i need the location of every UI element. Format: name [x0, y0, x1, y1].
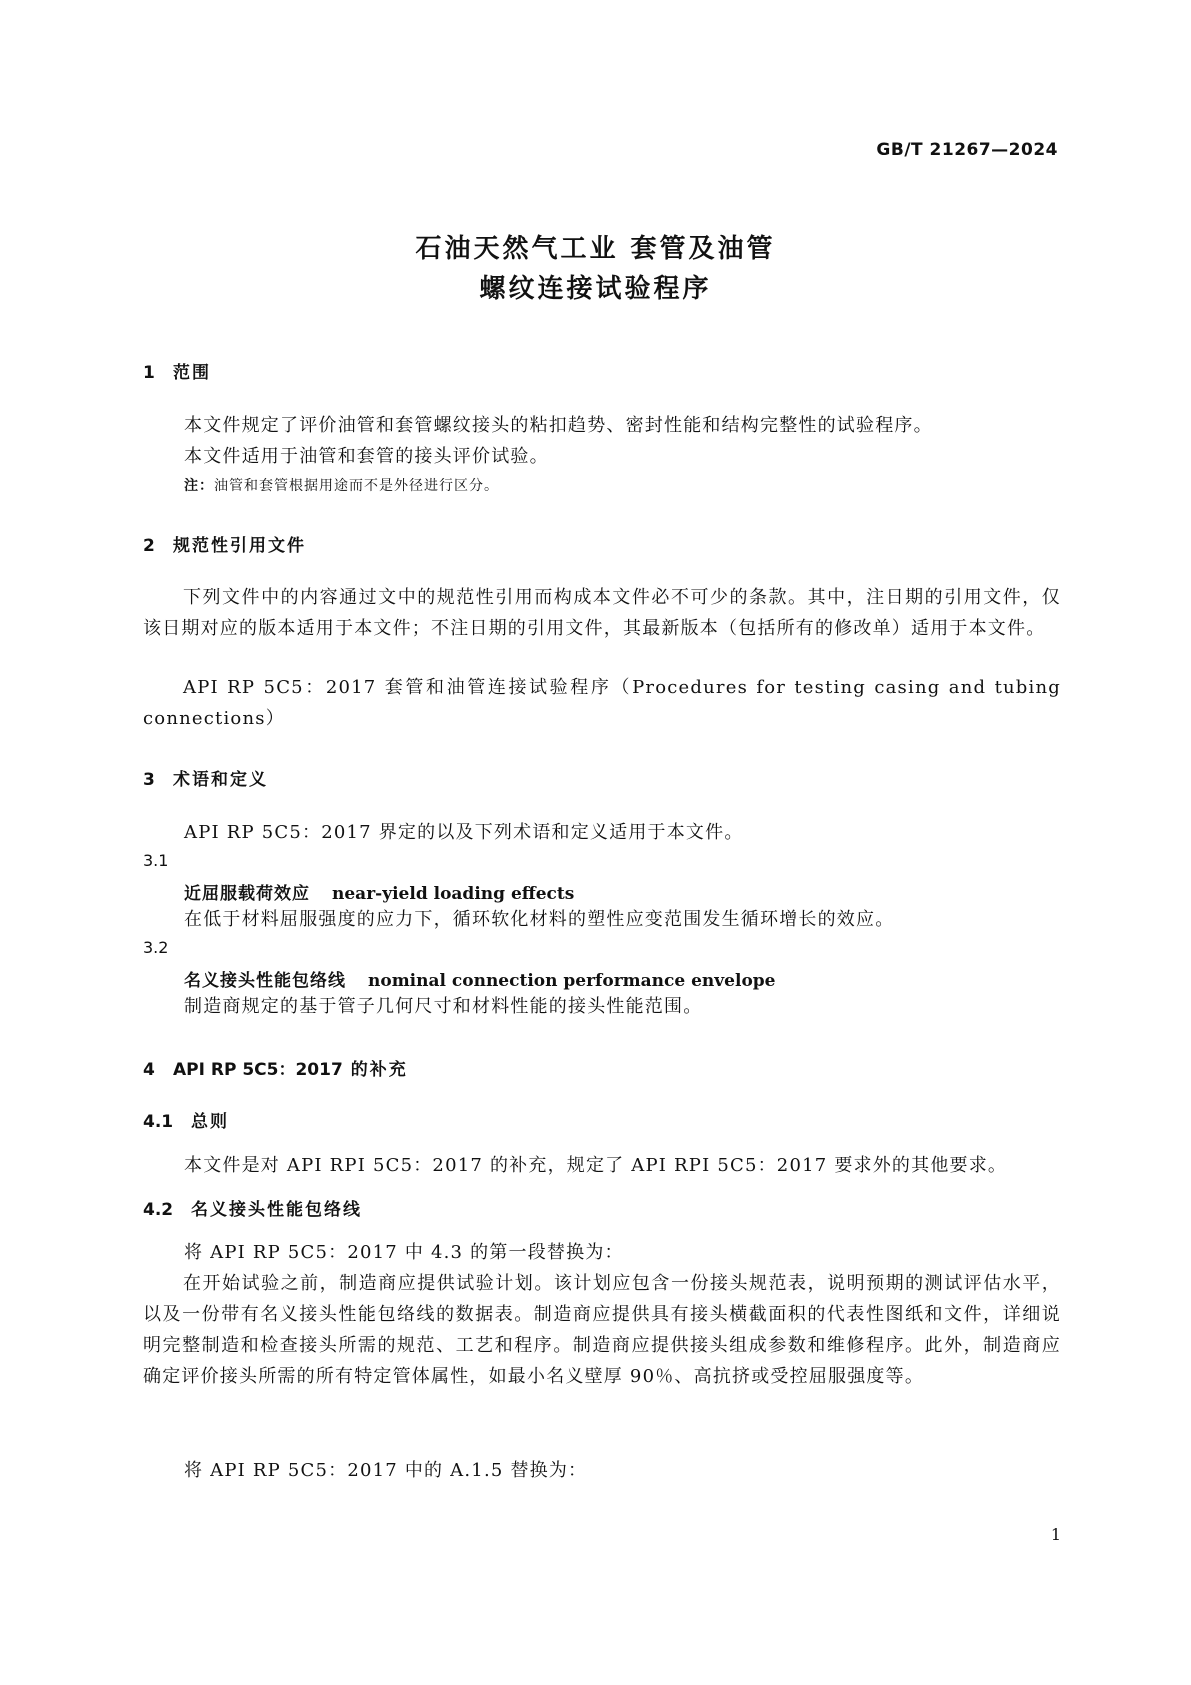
term-3-2-definition: 制造商规定的基于管子几何尺寸和材料性能的接头性能范围。	[184, 996, 703, 1017]
section-4-2-paragraph-1: 将 API RP 5C5：2017 中 4.3 的第一段替换为：	[184, 1242, 624, 1263]
section-title: 规范性引用文件	[173, 536, 306, 556]
section-number: 1	[143, 363, 155, 383]
section-4-heading	[143, 1055, 408, 1080]
section-1-heading	[143, 358, 211, 383]
section-4-1-heading	[143, 1107, 229, 1132]
section-4-2-paragraph-2: 在开始试验之前，制造商应提供试验计划。该计划应包含一份接头规范表，说明预期的测试评估水平，以及一份带有名义接头性能包络线的数据表。制造商应提供具有接头横截面积的代表性图纸和文件，详细说明完整制造和检查接头所需的规范、工艺和程序。制造商应提供接头组成参数和维修程序。此外，制造商应确定评价接头所需的所有特定管体属性，如最小名义壁厚 90％、高抗挤或受控屈服强度等。	[143, 1273, 1061, 1387]
term-3-1-number: 3.1	[143, 851, 169, 870]
section-1-paragraph-2: 本文件适用于油管和套管的接头评价试验。	[184, 446, 549, 467]
section-2-paragraph-1: 下列文件中的内容通过文中的规范性引用而构成本文件必不可少的条款。其中，注日期的引用文件，仅该日期对应的版本适用于本文件；不注日期的引用文件，其最新版本（包括所有的修改单）适用于本文件。	[143, 587, 1061, 639]
section-title: 名义接头性能包络线	[191, 1200, 362, 1220]
section-3-paragraph-1: API RP 5C5：2017 界定的以及下列术语和定义适用于本文件。	[184, 822, 744, 843]
section-4-2-paragraph-3: 将 API RP 5C5：2017 中的 A.1.5 替换为：	[184, 1460, 588, 1481]
term-3-1-definition: 在低于材料屈服强度的应力下，循环软化材料的塑性应变范围发生循环增长的效应。	[184, 909, 895, 930]
section-title-cn: 的补充	[342, 1060, 408, 1080]
term-3-1-chinese: 近屈服载荷效应	[184, 884, 310, 904]
section-title: 范围	[173, 363, 211, 383]
section-number: 2	[143, 536, 155, 556]
section-title: 总则	[191, 1112, 229, 1132]
term-3-2	[184, 966, 776, 991]
section-number: 3	[143, 770, 155, 790]
term-3-2-chinese: 名义接头性能包络线	[184, 971, 346, 991]
section-2-reference: API RP 5C5：2017 套管和油管连接试验程序（Procedures for testing casing and tubing connections）	[143, 677, 1061, 729]
section-number: 4	[143, 1060, 155, 1080]
section-3-heading	[143, 765, 268, 790]
section-title: 术语和定义	[173, 770, 268, 790]
term-3-1-english: near-yield loading effects	[332, 884, 575, 904]
section-4-2-heading	[143, 1195, 362, 1220]
section-number: 4.1	[143, 1112, 174, 1132]
section-title-en: API RP 5C5：2017	[173, 1060, 343, 1080]
term-3-2-number: 3.2	[143, 938, 169, 957]
term-3-2-english: nominal connection performance envelope	[368, 971, 776, 991]
term-3-1	[184, 879, 574, 904]
section-4-1-paragraph-1: 本文件是对 API RPI 5C5：2017 的补充，规定了 API RPI 5C5：2017 要求外的其他要求。	[184, 1155, 1008, 1176]
document-title-line1: 石油天然气工业 套管及油管	[415, 234, 776, 264]
section-1-paragraph-1: 本文件规定了评价油管和套管螺纹接头的粘扣趋势、密封性能和结构完整性的试验程序。	[184, 415, 933, 436]
note-text: 油管和套管根据用途而不是外径进行区分。	[214, 478, 499, 494]
note-label: 注：	[184, 478, 214, 494]
section-number: 4.2	[143, 1200, 174, 1220]
page-number: 1	[1050, 1525, 1061, 1544]
document-title-line2: 螺纹连接试验程序	[479, 274, 712, 304]
section-2-heading	[143, 531, 306, 556]
section-1-note	[184, 475, 499, 495]
standard-code: GB/T 21267—2024	[876, 140, 1058, 160]
